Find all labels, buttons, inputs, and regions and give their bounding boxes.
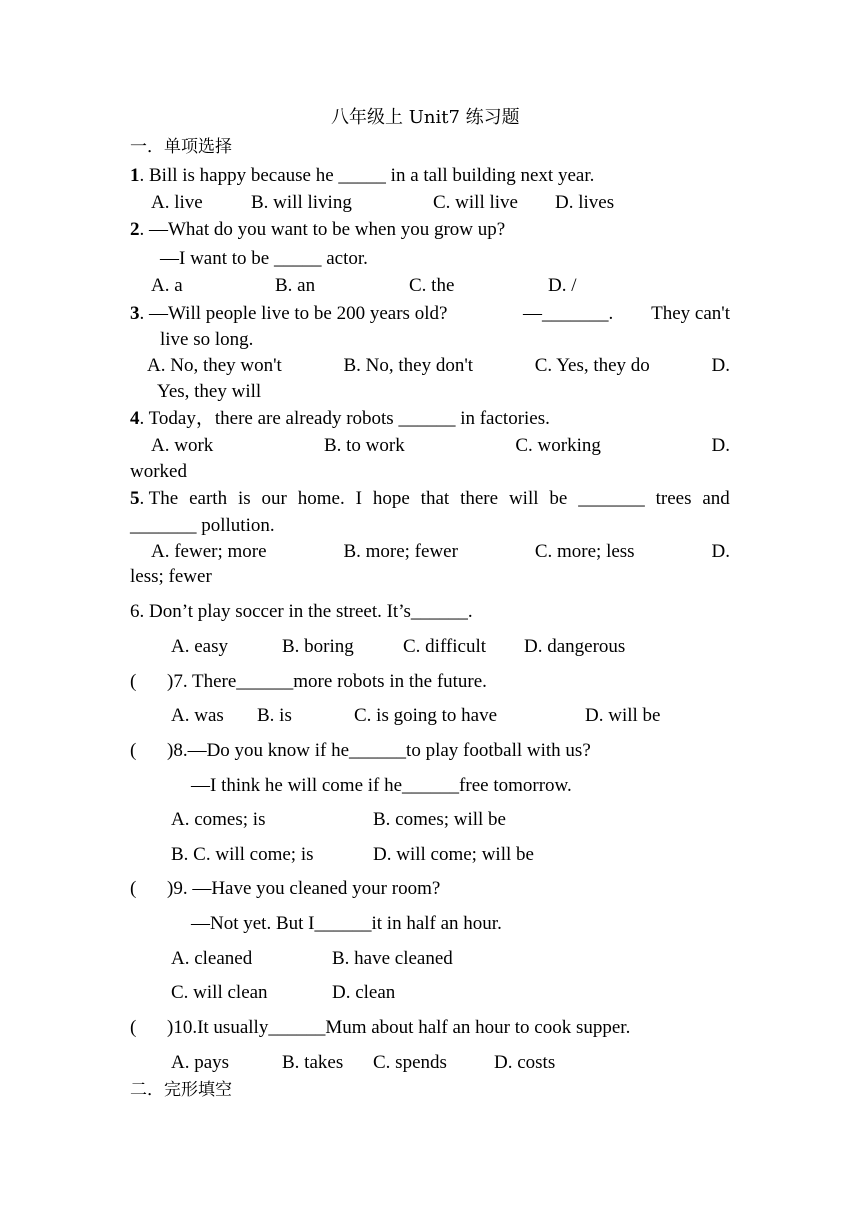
question-9-stem-line2: —Not yet. But I______it in half an hour. — [191, 913, 502, 934]
q4-option-b: B. to work — [323, 435, 405, 456]
question-3-blank: —_______. — [523, 303, 614, 324]
question-6-stem: 6. Don’t play soccer in the street. It’s______. — [130, 601, 473, 622]
q5-word: is — [237, 488, 251, 509]
q5-option-d-text: less; fewer — [130, 566, 212, 587]
q2-option-a: A. a — [151, 275, 183, 296]
q5-word: be — [549, 488, 568, 509]
q8-option-c: B. C. will come; is — [171, 844, 314, 865]
q5-option-c: C. more; less — [534, 541, 635, 562]
q9-option-a: A. cleaned — [171, 948, 253, 969]
q9-answer-paren: ( — [130, 878, 137, 899]
q1-option-a: A. live — [151, 192, 203, 213]
q8-answer-paren: ( — [130, 740, 137, 761]
q3-option-a: A. No, they won't — [147, 355, 282, 376]
q10-option-a: A. pays — [171, 1052, 230, 1073]
q5-word: home. — [297, 488, 345, 509]
question-1-stem — [130, 164, 594, 188]
q5-option-a: A. fewer; more — [151, 541, 267, 562]
q4-option-c: C. working — [515, 435, 601, 456]
q7-option-a: A. was — [171, 705, 224, 726]
q8-option-a: A. comes; is — [171, 809, 266, 830]
page-title: 八年级上 Unit7 练习题 — [331, 107, 520, 128]
question-2-number: 2 — [130, 219, 140, 240]
q5-word: earth — [189, 488, 228, 509]
question-2-text: . —What do you want to be when you grow up? — [139, 219, 506, 240]
q2-option-c: C. the — [409, 275, 455, 296]
question-3-stem — [130, 302, 730, 326]
q3-option-b: B. No, they don't — [343, 355, 474, 376]
question-1-number: 1 — [130, 165, 140, 186]
q5-word: and — [702, 488, 730, 509]
q5-option-b: B. more; fewer — [343, 541, 458, 562]
q5-options-row — [151, 540, 730, 564]
section-heading-multiple-choice: 一．单项选择 — [130, 137, 232, 157]
question-2-stem — [130, 218, 505, 242]
q3-options-row — [147, 354, 730, 378]
question-8-stem: )8.—Do you know if he______to play football with us? — [167, 740, 591, 761]
q3-option-d: D. — [711, 355, 730, 376]
q4-option-a: A. work — [151, 435, 214, 456]
question-5-number: 5 — [130, 488, 140, 509]
q5-word: will — [508, 488, 539, 509]
question-3-stem-line2: live so long. — [160, 329, 254, 350]
q5-word: trees — [655, 488, 692, 509]
q8-option-d: D. will come; will be — [373, 844, 534, 865]
q5-word: hope — [372, 488, 410, 509]
q10-option-b: B. takes — [282, 1052, 344, 1073]
q7-answer-paren: ( — [130, 671, 137, 692]
q5-word: . The — [139, 488, 179, 509]
q1-option-b: B. will living — [251, 192, 352, 213]
q9-option-c: C. will clean — [171, 982, 268, 1003]
q6-option-c: C. difficult — [403, 636, 487, 657]
q5-word: there — [460, 488, 499, 509]
q7-option-d: D. will be — [585, 705, 661, 726]
q1-option-d: D. lives — [555, 192, 615, 213]
q4-option-d-text: worked — [130, 461, 187, 482]
q7-option-b: B. is — [257, 705, 292, 726]
q5-word: our — [261, 488, 287, 509]
q5-word: I — [355, 488, 362, 509]
q4-option-d: D. — [711, 435, 730, 456]
q3-option-c: C. Yes, they do — [534, 355, 650, 376]
question-9-stem: )9. —Have you cleaned your room? — [167, 878, 441, 899]
q10-answer-paren: ( — [130, 1017, 137, 1038]
question-5-stem-line2: _______ pollution. — [130, 515, 275, 536]
q8-option-b: B. comes; will be — [373, 809, 506, 830]
question-3-text: . —Will people live to be 200 years old? — [139, 303, 448, 324]
question-4-number: 4 — [130, 408, 140, 429]
q4-options-row — [151, 434, 730, 458]
question-10-stem: )10.It usually______Mum about half an hour to cook supper. — [167, 1017, 631, 1038]
question-1-text: . Bill is happy because he _____ in a tall building next year. — [139, 165, 595, 186]
q9-option-d: D. clean — [332, 982, 396, 1003]
question-8-stem-line2: —I think he will come if he______free tomorrow. — [191, 775, 572, 796]
q6-option-b: B. boring — [282, 636, 354, 657]
question-3-number: 3 — [130, 303, 140, 324]
q2-option-b: B. an — [275, 275, 316, 296]
section-heading-cloze: 二．完形填空 — [130, 1080, 232, 1100]
question-4-text: . Today，there are already robots ______ in factories. — [139, 408, 550, 429]
question-4-stem — [130, 407, 550, 431]
q6-option-d: D. dangerous — [524, 636, 626, 657]
q5-option-d: D. — [711, 541, 730, 562]
q10-option-d: D. costs — [494, 1052, 556, 1073]
q5-word: that — [420, 488, 450, 509]
q10-option-c: C. spends — [373, 1052, 447, 1073]
question-5-stem — [130, 487, 730, 511]
q7-option-c: C. is going to have — [354, 705, 498, 726]
q6-option-a: A. easy — [171, 636, 228, 657]
question-7-stem: )7. There______more robots in the future. — [167, 671, 487, 692]
q2-option-d: D. / — [548, 275, 577, 296]
q3-option-d-text: Yes, they will — [157, 381, 262, 402]
question-2-stem-line2: —I want to be _____ actor. — [160, 248, 368, 269]
q5-blank: _______ — [578, 488, 645, 509]
q1-option-c: C. will live — [433, 192, 518, 213]
question-3-text-end: They can't — [651, 303, 730, 324]
q9-option-b: B. have cleaned — [332, 948, 453, 969]
